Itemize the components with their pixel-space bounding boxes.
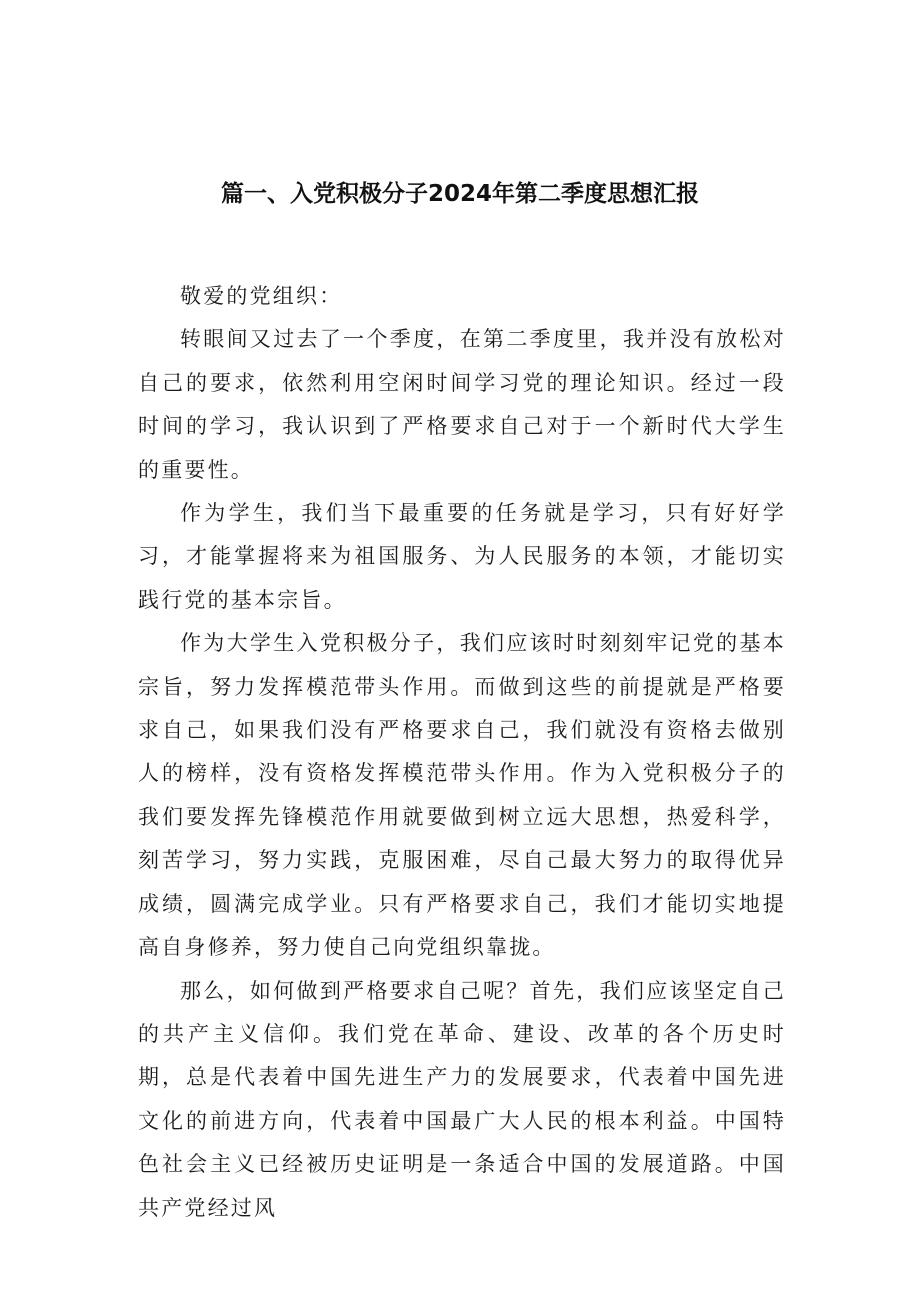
paragraph: 转眼间又过去了一个季度，在第二季度里，我并没有放松对自己的要求，依然利用空闲时间学习党的理论知识。经过一段时间的学习，我认识到了严格要求自己对于一个新时代大学生的重要性。 — [138, 327, 786, 482]
paragraph: 作为学生，我们当下最重要的任务就是学习，只有好好学习，才能掌握将来为祖国服务、为人民服务的本领，才能切实践行党的基本宗旨。 — [138, 501, 786, 612]
paragraph: 作为大学生入党积极分子，我们应该时时刻刻牢记党的基本宗旨，努力发挥模范带头作用。而做到这些的前提就是严格要求自己，如果我们没有严格要求自己，我们就没有资格去做别人的榜样，没有资格发挥模范带头作用。作为入党积极分子的我们要发挥先锋模范作用就要做到树立远大思想，热爱科学，刻苦学习，努力实践，克服困难，尽自己最大努力的取得优异成绩，圆满完成学业。只有严格要求自己，我们才能切实地提高自身修养，努力使自己向党组织靠拢。 — [138, 631, 786, 960]
salutation: 敬爱的党组织： — [180, 284, 343, 308]
document-body — [138, 275, 786, 1230]
document-title: 篇一、入党积极分子2024年第二季度思想汇报 — [220, 181, 699, 207]
paragraph: 那么，如何做到严格要求自己呢？首先，我们应该坚定自己的共产主义信仰。我们党在革命、建设、改革的各个历史时期，总是代表着中国先进生产力的发展要求，代表着中国先进文化的前进方向，代表着中国最广大人民的根本利益。中国特色社会主义已经被历史证明是一条适合中国的发展道路。中国共产党经过风 — [138, 978, 786, 1220]
